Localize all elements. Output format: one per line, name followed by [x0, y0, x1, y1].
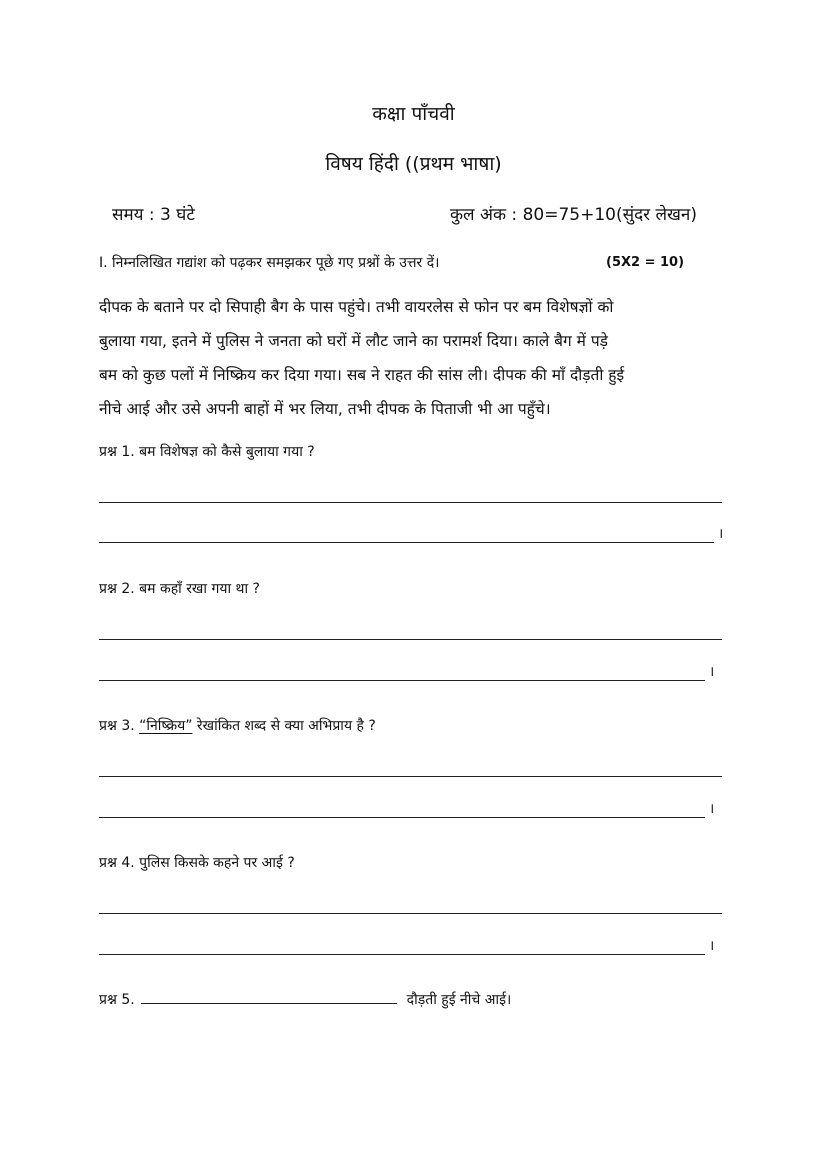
answer-line[interactable] — [99, 680, 705, 681]
question-3-prefix: प्रश्न 3. — [99, 718, 140, 734]
passage-line: बम को कुछ पलों में निष्क्रिय कर दिया गया। सब ने राहत की सांस ली। दीपक की माँ दौड़ती हुई — [99, 366, 625, 384]
line-end-mark: । — [709, 801, 715, 817]
line-end-mark: । — [718, 526, 724, 542]
passage-line: दीपक के बताने पर दो सिपाही बैग के पास पहुंचे। तभी वायरलेस से फोन पर बम विशेषज्ञों को — [99, 298, 614, 316]
question-5-prefix: प्रश्न 5. — [99, 992, 135, 1008]
question-2: प्रश्न 2. बम कहाँ रखा गया था ? — [99, 581, 260, 597]
question-5-suffix: दौड़ती हुई नीचे आई। — [406, 992, 512, 1008]
answer-line[interactable] — [99, 639, 722, 640]
question-5 — [99, 990, 511, 1009]
total-marks-label: कुल अंक : 80=75+10(सुंदर लेखन) — [450, 205, 697, 225]
underlined-word: “निष्क्रिय” — [139, 718, 193, 734]
passage-line: नीचे आई और उसे अपनी बाहों में भर लिया, तभी दीपक के पिताजी भी आ पहुँचे। — [99, 400, 551, 418]
line-end-mark: । — [709, 664, 715, 680]
answer-line[interactable] — [99, 776, 722, 777]
question-1: प्रश्न 1. बम विशेषज्ञ को कैसे बुलाया गया ? — [99, 444, 315, 460]
answer-line[interactable] — [99, 542, 714, 543]
question-3-suffix: रेखांकित शब्द से क्या अभिप्राय है ? — [192, 718, 376, 734]
subject-title: विषय हिंदी ((प्रथम भाषा) — [325, 153, 502, 175]
answer-line[interactable] — [99, 817, 705, 818]
time-label: समय : 3 घंटे — [112, 205, 195, 225]
answer-line[interactable] — [99, 954, 705, 955]
question-4: प्रश्न 4. पुलिस किसके कहने पर आई ? — [99, 855, 295, 871]
answer-line[interactable] — [99, 913, 722, 914]
passage-line: बुलाया गया, इतने में पुलिस ने जनता को घरों में लौट जाने का परामर्श दिया। काले बैग में पड़े — [99, 332, 608, 350]
line-end-mark: । — [709, 938, 715, 954]
class-title: कक्षा पाँचवी — [372, 103, 455, 125]
fill-in-blank[interactable] — [141, 991, 397, 1004]
answer-line[interactable] — [99, 502, 722, 503]
question-3 — [99, 716, 376, 735]
passage — [99, 290, 729, 426]
section-marks: (5X2 = 10) — [606, 255, 685, 270]
section-instruction: I. निम्नलिखित गद्यांश को पढ़कर समझकर पूछे गए प्रश्नों के उत्तर दें। — [99, 255, 440, 271]
